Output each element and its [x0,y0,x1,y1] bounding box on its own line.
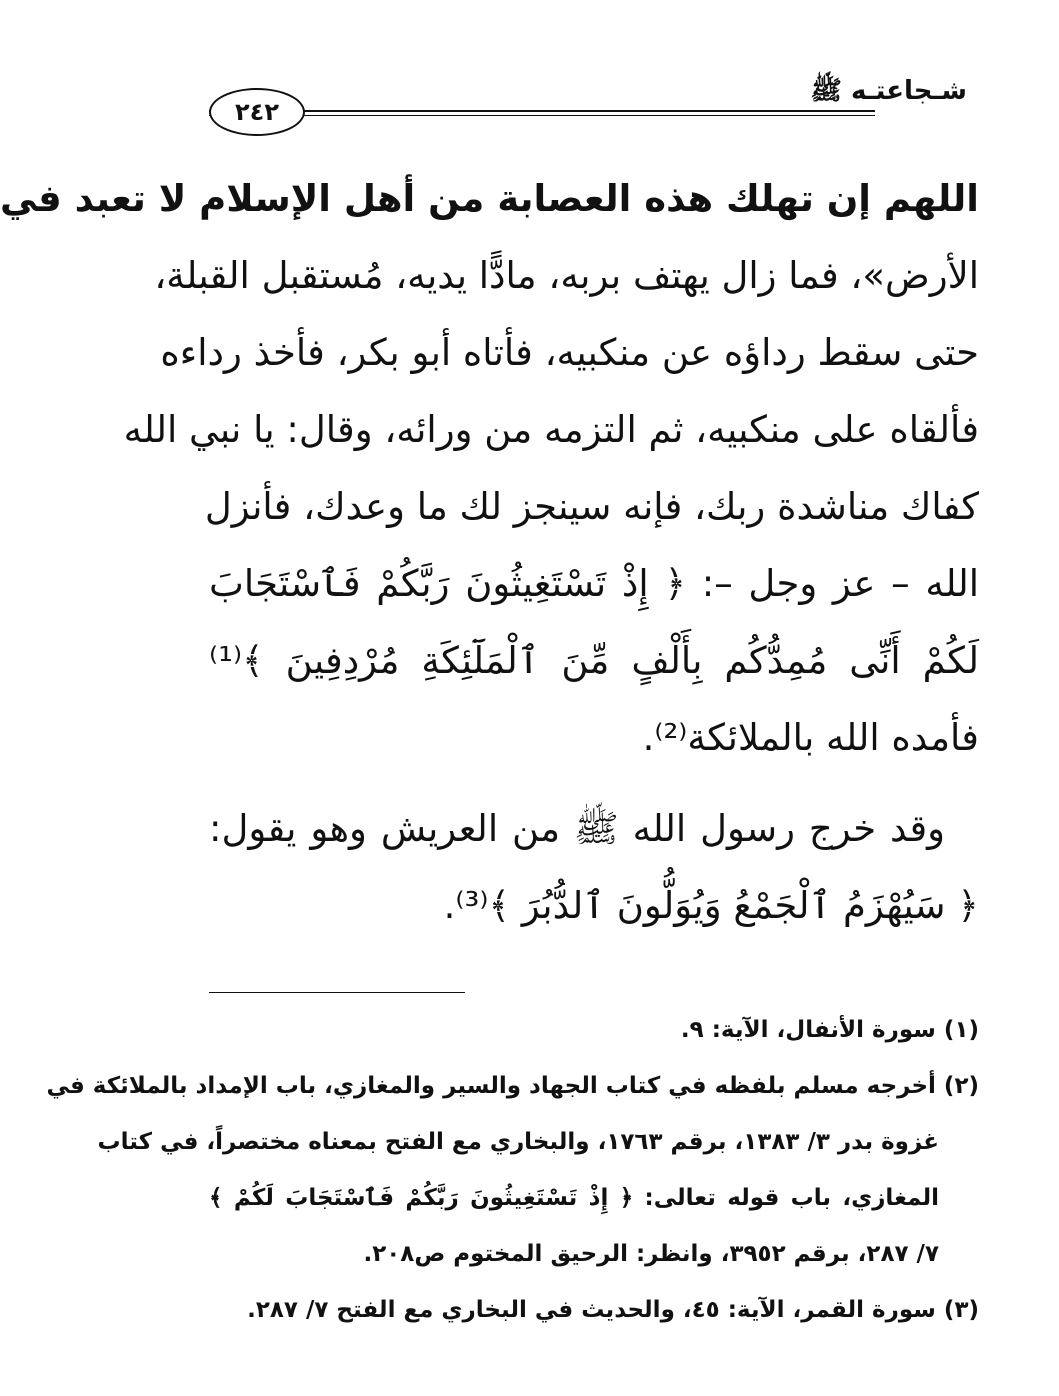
body-line: اللهم إن تهلك هذه العصابة من أهل الإسلام لا تعبد في [0,177,979,220]
body-line: الله – عز وجل –: ﴿ إِذْ تَسْتَغِيثُونَ رَبَّكُمْ فَٱسْتَجَابَ [209,562,979,605]
page-number: ٢٤٢ [209,88,305,136]
running-title: شـجاعتـه ﷺ [810,76,967,106]
footnote-line: (٣) سورة القمر، الآية: ٤٥، والحديث في البخاري مع الفتح ٧/ ٢٨٧. [247,1297,979,1323]
header-rule [209,110,875,116]
footnote-line: (٢) أخرجه مسلم بلفظه في كتاب الجهاد والسير والمغازي، باب الإمداد بالملائكة في [46,1073,979,1099]
body-line: فألقاه على منكبيه، ثم التزمه من ورائه، وقال: يا نبي الله [123,408,979,451]
body-line: حتى سقط رداؤه عن منكبيه، فأتاه أبو بكر، فأخذ رداءه [160,331,979,374]
body-line: وقد خرج رسول الله ﷺ من العريش وهو يقول: [209,807,945,850]
body-line: لَكُمْ أَنِّى مُمِدُّكُم بِأَلْفٍ مِّنَ ٱلْمَلَٓئِكَةِ مُرْدِفِينَ ﴾⁽¹⁾ [209,639,979,682]
footnote-line: غزوة بدر ٣/ ١٣٨٣، برقم ١٧٦٣، والبخاري مع الفتح بمعناه مختصراً، في كتاب [97,1129,939,1155]
body-line: كفاك مناشدة ربك، فإنه سينجز لك ما وعدك، فأنزل [204,485,979,528]
footnote-line: ٧/ ٢٨٧، برقم ٣٩٥٢، وانظر: الرحيق المختوم ص٢٠٨. [363,1241,939,1267]
body-line: الأرض»، فما زال يهتف بربه، مادًّا يديه، مُستقبل القبلة، [154,254,979,297]
body-line: ﴿ سَيُهْزَمُ ٱلْجَمْعُ وَيُوَلُّونَ ٱلدُّبُرَ ﴾⁽³⁾. [443,884,979,927]
footnote-rule [209,992,465,993]
body-text [0,160,979,944]
footnote-line: المغازي، باب قوله تعالى: ﴿ إِذْ تَسْتَغِيثُونَ رَبَّكُمْ فَٱسْتَجَابَ لَكُمْ ﴾ [209,1185,939,1211]
body-line: فأمده الله بالملائكة⁽²⁾. [642,716,979,759]
footnotes [46,1002,979,1338]
page-header [209,68,967,138]
paragraph-gap [209,776,979,790]
footnote-line: (١) سورة الأنفال، الآية: ٩. [680,1017,979,1043]
